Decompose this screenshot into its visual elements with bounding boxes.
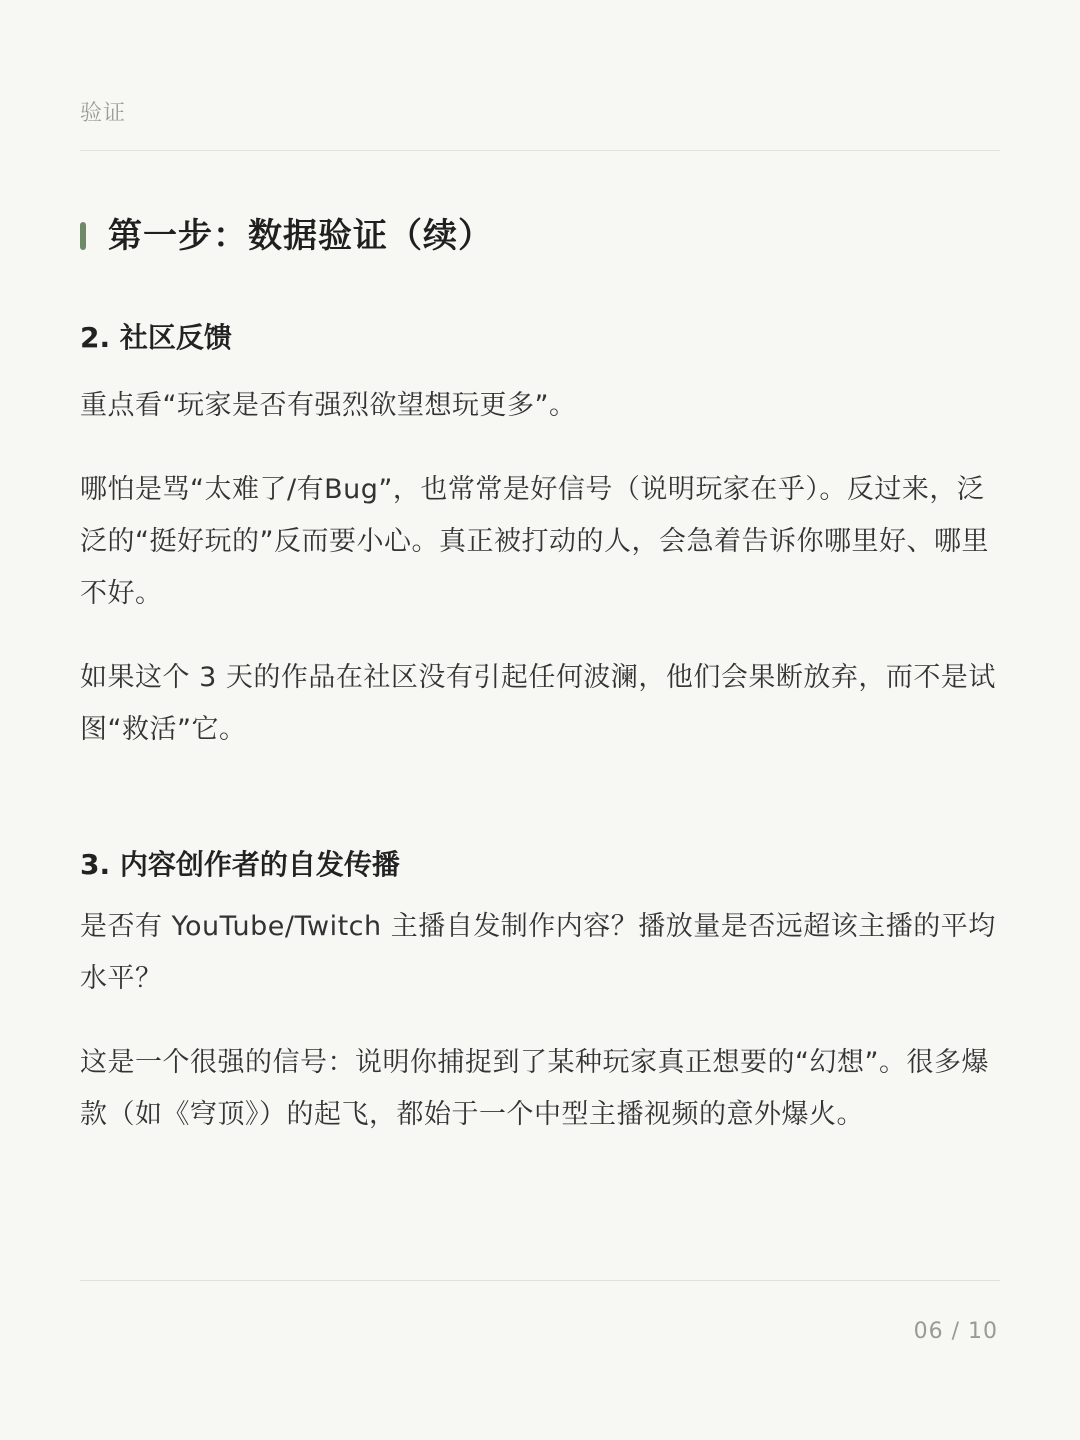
header-divider: [80, 150, 1000, 151]
title-accent-bar: [80, 222, 86, 250]
paragraph: 哪怕是骂“太难了/有Bug”，也常常是好信号（说明玩家在乎）。反过来，泛泛的“挺好玩的”反而要小心。真正被打动的人，会急着告诉你哪里好、哪里不好。: [80, 474, 989, 609]
sub-heading: 3. 内容创作者的自发传播: [80, 848, 400, 881]
section-title-text: 第一步：数据验证（续）: [108, 216, 493, 256]
section-title: [80, 212, 493, 260]
page-indicator: 06 / 10: [913, 1319, 998, 1344]
paragraph: 是否有 YouTube/Twitch 主播自发制作内容？播放量是否远超该主播的平均水平？: [80, 911, 996, 994]
creator-spread-block: [80, 845, 1000, 1141]
sub-heading: 2. 社区反馈: [80, 321, 232, 354]
page-category-label: 验证: [80, 101, 127, 126]
paragraph: 这是一个很强的信号：说明你捕捉到了某种玩家真正想要的“幻想”。很多爆款（如《穹顶》）的起飞，都始于一个中型主播视频的意外爆火。: [80, 1047, 989, 1130]
paragraph: 重点看“玩家是否有强烈欲望想玩更多”。: [80, 390, 577, 421]
community-feedback-block: [80, 318, 1000, 756]
paragraph: 如果这个 3 天的作品在社区没有引起任何波澜，他们会果断放弃，而不是试图“救活”它。: [80, 662, 996, 745]
footer-divider: [80, 1280, 1000, 1281]
